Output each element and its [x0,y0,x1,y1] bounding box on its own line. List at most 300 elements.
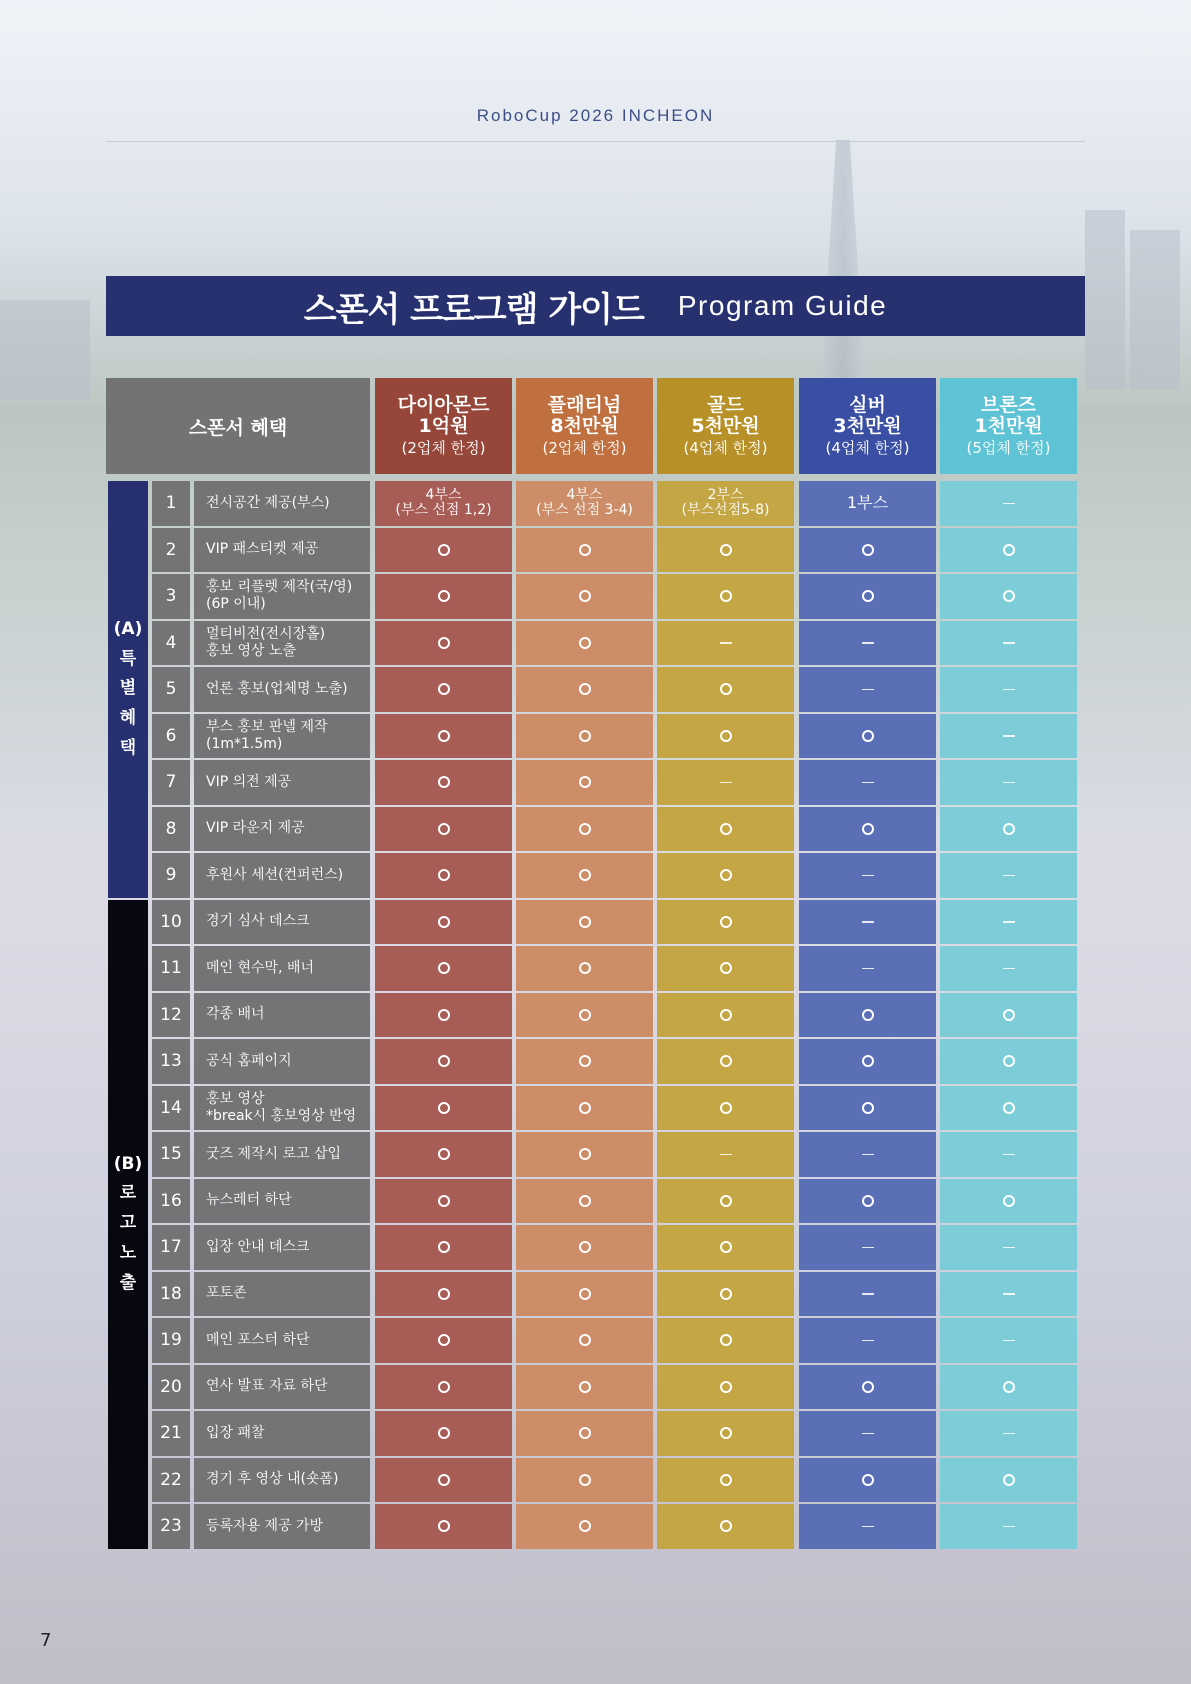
benefit-label: 뉴스레터 하단 [194,1179,370,1224]
included-mark-icon [438,823,450,835]
included-mark-icon [862,1055,874,1067]
included-mark-icon [579,683,591,695]
included-mark-icon [862,730,874,742]
benefit-label: 등록자용 제공 가방 [194,1504,370,1549]
included-mark-icon [720,730,732,742]
included-mark-icon [579,1148,591,1160]
section-label-char: 로 [119,1183,137,1204]
row-number: 17 [152,1225,190,1270]
included-mark-icon [438,730,450,742]
table-cell [940,946,1077,991]
tier-name: 골드 [707,393,744,416]
benefit-label: 경기 후 영상 내(숏폼) [194,1458,370,1503]
table-cell [940,1086,1077,1131]
not-included-dash-icon [1003,875,1015,877]
benefit-label: 후원사 세션(컨퍼런스) [194,853,370,898]
table-cell [657,528,794,573]
benefit-label: 각종 배너 [194,993,370,1038]
included-mark-icon [579,1055,591,1067]
row-number: 23 [152,1504,190,1549]
table-cell [657,667,794,712]
included-mark-icon [438,1148,450,1160]
tier-price: 5천만원 [691,415,760,438]
included-mark-icon [579,776,591,788]
section-label-char: (B) [113,1153,143,1174]
row-number: 2 [152,528,190,573]
included-mark-icon [438,962,450,974]
included-mark-icon [438,916,450,928]
included-mark-icon [862,1474,874,1486]
table-cell [657,1365,794,1410]
benefit-label: 부스 홍보 판넬 제작 (1m*1.5m) [194,714,370,759]
row-number: 22 [152,1458,190,1503]
benefit-label: 입장 패찰 [194,1411,370,1456]
benefit-label: 공식 홈페이지 [194,1039,370,1084]
included-mark-icon [438,869,450,881]
table-cell [799,528,936,573]
table-cell [940,714,1077,759]
table-cell [940,1272,1077,1317]
row-number: 19 [152,1318,190,1363]
table-cell [799,760,936,805]
included-mark-icon [579,962,591,974]
included-mark-icon [720,1009,732,1021]
table-cell [375,1365,512,1410]
table-cell [940,667,1077,712]
tier-header [940,378,1077,474]
included-mark-icon [438,590,450,602]
included-mark-icon [720,823,732,835]
table-cell [799,946,936,991]
tier-limit: (2업체 한정) [542,439,627,458]
table-cell [799,1504,936,1549]
table-cell [799,1086,936,1131]
benefit-label: 입장 안내 데스크 [194,1225,370,1270]
table-cell [799,1411,936,1456]
table-cell [516,621,653,666]
included-mark-icon [1003,1009,1015,1021]
benefit-label: 굿즈 제작시 로고 삽입 [194,1132,370,1177]
table-cell [799,853,936,898]
row-number: 14 [152,1086,190,1131]
not-included-dash-icon [862,782,874,784]
included-mark-icon [579,544,591,556]
not-included-dash-icon [862,1293,874,1295]
benefit-label: VIP 의전 제공 [194,760,370,805]
table-cell [375,946,512,991]
row-number: 6 [152,714,190,759]
not-included-dash-icon [862,875,874,877]
table-cell [657,1318,794,1363]
included-mark-icon [438,1241,450,1253]
section-label-char: 고 [119,1213,137,1234]
benefit-label: 언론 홍보(업체명 노출) [194,667,370,712]
table-cell [940,621,1077,666]
included-mark-icon [579,1520,591,1532]
included-mark-icon [579,1009,591,1021]
table-cell [375,993,512,1038]
row-number: 3 [152,574,190,619]
table-cell [799,1318,936,1363]
table-cell [940,807,1077,852]
included-mark-icon [720,1381,732,1393]
section-label-char: 출 [119,1272,137,1293]
tier-price: 1억원 [418,415,469,438]
table-cell [940,1225,1077,1270]
tier-limit: (4업체 한정) [683,439,768,458]
not-included-dash-icon [1003,689,1015,691]
included-mark-icon [579,1288,591,1300]
building [0,300,90,400]
section-label-char: 별 [119,678,137,699]
page-subtitle: Program Guide [677,290,888,321]
table-cell [375,900,512,945]
table-cell [799,667,936,712]
included-mark-icon [1003,823,1015,835]
tier-price: 8천만원 [550,415,619,438]
table-cell [375,1179,512,1224]
not-included-dash-icon [1003,1433,1015,1435]
included-mark-icon [1003,544,1015,556]
benefit-label: 전시공간 제공(부스) [194,481,370,526]
table-cell: 2부스 (부스선점5-8) [657,481,794,526]
not-included-dash-icon [720,642,732,644]
not-included-dash-icon [1003,1293,1015,1295]
not-included-dash-icon [1003,968,1015,970]
table-cell [799,1225,936,1270]
included-mark-icon [438,637,450,649]
table-cell [940,760,1077,805]
not-included-dash-icon [862,689,874,691]
included-mark-icon [579,1195,591,1207]
not-included-dash-icon [1003,1247,1015,1249]
table-cell [940,1411,1077,1456]
included-mark-icon [1003,1381,1015,1393]
included-mark-icon [720,1520,732,1532]
table-cell [516,1132,653,1177]
benefit-label: 포토존 [194,1272,370,1317]
table-cell [516,1179,653,1224]
tier-limit: (2업체 한정) [401,439,486,458]
table-cell [799,621,936,666]
table-cell [375,853,512,898]
tier-name: 플래티넘 [547,393,622,416]
table-cell [657,946,794,991]
not-included-dash-icon [862,921,874,923]
table-cell [657,574,794,619]
table-cell [657,1225,794,1270]
table-cell [375,621,512,666]
benefit-label: VIP 패스티켓 제공 [194,528,370,573]
row-number: 18 [152,1272,190,1317]
not-included-dash-icon [720,782,732,784]
table-cell: 4부스 (부스 선점 3-4) [516,481,653,526]
included-mark-icon [579,916,591,928]
row-number: 11 [152,946,190,991]
table-cell [375,1132,512,1177]
included-mark-icon [720,869,732,881]
included-mark-icon [579,823,591,835]
included-mark-icon [862,544,874,556]
included-mark-icon [862,1195,874,1207]
table-cell [657,1179,794,1224]
section-label [108,481,148,898]
table-cell [375,807,512,852]
table-cell [657,1132,794,1177]
included-mark-icon [720,1055,732,1067]
header-divider [106,141,1085,142]
included-mark-icon [1003,1474,1015,1486]
table-cell [375,714,512,759]
table-cell [657,1411,794,1456]
table-cell [657,807,794,852]
table-cell [375,1225,512,1270]
included-mark-icon [1003,1102,1015,1114]
included-mark-icon [720,590,732,602]
not-included-dash-icon [862,1154,874,1156]
included-mark-icon [579,1334,591,1346]
table-cell [516,714,653,759]
not-included-dash-icon [862,1340,874,1342]
table-cell [657,1458,794,1503]
not-included-dash-icon [1003,1526,1015,1528]
row-number: 10 [152,900,190,945]
included-mark-icon [579,1381,591,1393]
included-mark-icon [1003,590,1015,602]
table-cell [940,1039,1077,1084]
table-cell [799,1458,936,1503]
included-mark-icon [579,637,591,649]
table-cell [799,807,936,852]
included-mark-icon [720,1241,732,1253]
included-mark-icon [438,544,450,556]
included-mark-icon [579,1241,591,1253]
table-cell [799,1365,936,1410]
row-number: 5 [152,667,190,712]
table-cell [799,1272,936,1317]
included-mark-icon [579,730,591,742]
included-mark-icon [438,1055,450,1067]
included-mark-icon [720,962,732,974]
included-mark-icon [1003,1055,1015,1067]
included-mark-icon [438,1288,450,1300]
included-mark-icon [438,1427,450,1439]
included-mark-icon [720,683,732,695]
included-mark-icon [438,776,450,788]
benefit-label: 홍보 영상 *break시 홍보영상 반영 [194,1086,370,1131]
benefit-label: 연사 발표 자료 하단 [194,1365,370,1410]
included-mark-icon [862,1102,874,1114]
tier-price: 1천만원 [974,415,1043,438]
included-mark-icon [720,1474,732,1486]
not-included-dash-icon [1003,1340,1015,1342]
not-included-dash-icon [1003,782,1015,784]
included-mark-icon [720,1195,732,1207]
tier-header [657,378,794,474]
table-cell [657,1504,794,1549]
page-title: 스폰서 프로그램 가이드 [303,289,644,330]
table-cell [516,667,653,712]
not-included-dash-icon [1003,921,1015,923]
not-included-dash-icon [1003,503,1015,505]
section-label-char: 혜 [119,708,137,729]
not-included-dash-icon [862,642,874,644]
page-number: 7 [40,1630,52,1651]
table-cell [940,853,1077,898]
not-included-dash-icon [862,1247,874,1249]
tier-name: 다이아몬드 [397,393,490,416]
included-mark-icon [438,1334,450,1346]
included-mark-icon [862,1009,874,1021]
included-mark-icon [438,1009,450,1021]
benefit-label: 메인 현수막, 배너 [194,946,370,991]
table-cell [940,481,1077,526]
table-cell [375,574,512,619]
included-mark-icon [438,1520,450,1532]
table-cell [657,714,794,759]
row-number: 21 [152,1411,190,1456]
table-cell [516,807,653,852]
included-mark-icon [438,683,450,695]
table-cell [799,1132,936,1177]
table-cell [375,528,512,573]
table-cell [516,574,653,619]
table-cell [516,900,653,945]
section-label-char: 특 [119,648,137,669]
included-mark-icon [720,1288,732,1300]
row-number: 12 [152,993,190,1038]
table-cell [516,853,653,898]
included-mark-icon [438,1102,450,1114]
tier-limit: (5업체 한정) [966,439,1051,458]
table-cell [516,993,653,1038]
section-label-char: 노 [119,1242,137,1263]
tier-header [516,378,653,474]
row-number: 15 [152,1132,190,1177]
table-cell [516,1318,653,1363]
row-number: 16 [152,1179,190,1224]
table-cell [657,993,794,1038]
title-bar [106,276,1085,336]
table-cell [375,1411,512,1456]
table-cell [657,1272,794,1317]
table-cell [375,1504,512,1549]
table-cell [516,1411,653,1456]
table-cell [657,853,794,898]
header-text: RoboCup 2026 INCHEON [476,106,715,125]
tier-name: 브론즈 [980,393,1037,416]
included-mark-icon [579,1474,591,1486]
not-included-dash-icon [1003,735,1015,737]
not-included-dash-icon [720,1154,732,1156]
not-included-dash-icon [862,1526,874,1528]
included-mark-icon [1003,1195,1015,1207]
table-cell [799,1179,936,1224]
table-cell [940,900,1077,945]
table-cell [799,900,936,945]
included-mark-icon [720,1334,732,1346]
table-cell [799,993,936,1038]
row-number: 8 [152,807,190,852]
included-mark-icon [438,1381,450,1393]
included-mark-icon [720,1427,732,1439]
table-cell [516,760,653,805]
tier-limit: (4업체 한정) [825,439,910,458]
tier-name: 실버 [849,393,886,416]
benefit-label: 멀티비전(전시장홀) 홍보 영상 노출 [194,621,370,666]
table-cell [375,667,512,712]
table-cell [516,1458,653,1503]
table-cell [657,1039,794,1084]
table-cell [516,1086,653,1131]
section-label [108,900,148,1549]
building [1085,210,1125,390]
not-included-dash-icon [1003,642,1015,644]
table-cell [940,1504,1077,1549]
table-cell [657,900,794,945]
table-cell [657,621,794,666]
benefit-header: 스폰서 혜택 [106,378,370,474]
tier-price: 3천만원 [833,415,902,438]
table-cell [375,1272,512,1317]
table-cell [657,760,794,805]
table-cell [799,1039,936,1084]
included-mark-icon [720,916,732,928]
row-number: 4 [152,621,190,666]
included-mark-icon [438,1474,450,1486]
included-mark-icon [579,869,591,881]
table-cell [940,1132,1077,1177]
included-mark-icon [438,1195,450,1207]
not-included-dash-icon [862,968,874,970]
table-cell [940,574,1077,619]
not-included-dash-icon [862,1433,874,1435]
table-cell [516,946,653,991]
included-mark-icon [862,590,874,602]
table-cell [516,1504,653,1549]
row-number: 20 [152,1365,190,1410]
included-mark-icon [862,1381,874,1393]
tier-header [799,378,936,474]
table-cell [516,1365,653,1410]
benefit-label: 경기 심사 데스크 [194,900,370,945]
table-cell [375,1086,512,1131]
table-cell [940,1179,1077,1224]
table-cell [375,1458,512,1503]
table-cell [375,760,512,805]
not-included-dash-icon [1003,1154,1015,1156]
table-cell [940,1458,1077,1503]
table-cell [940,528,1077,573]
included-mark-icon [579,590,591,602]
benefit-label: VIP 라운지 제공 [194,807,370,852]
table-cell: 4부스 (부스 선점 1,2) [375,481,512,526]
included-mark-icon [862,823,874,835]
tier-header [375,378,512,474]
included-mark-icon [720,1102,732,1114]
table-cell [799,574,936,619]
table-cell: 1부스 [799,481,936,526]
section-label-char: 택 [119,737,137,758]
table-cell [516,1272,653,1317]
row-number: 1 [152,481,190,526]
included-mark-icon [579,1427,591,1439]
table-cell [657,1086,794,1131]
row-number: 9 [152,853,190,898]
table-cell [516,528,653,573]
table-cell [799,714,936,759]
table-cell [940,1318,1077,1363]
